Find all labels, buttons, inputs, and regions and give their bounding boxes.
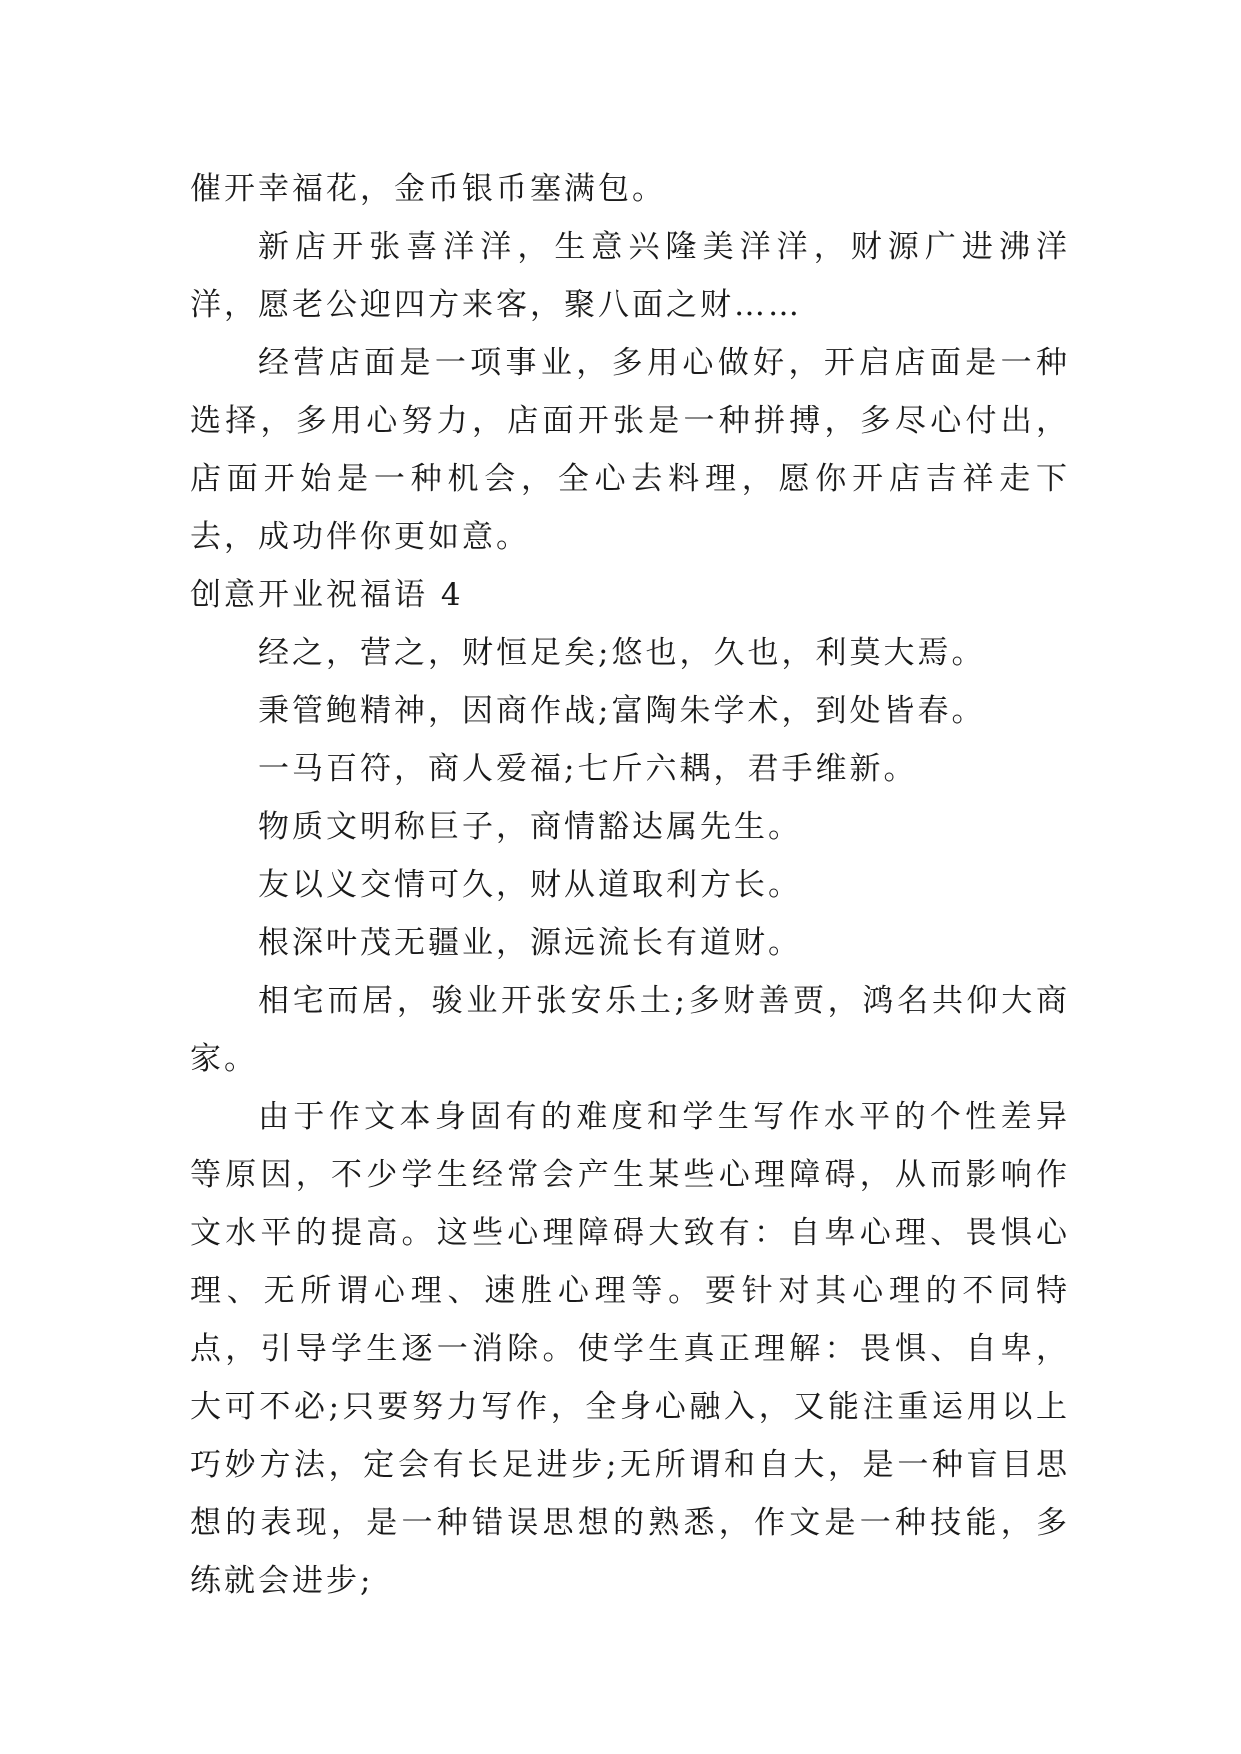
paragraph-store-business: 经营店面是一项事业，多用心做好，开启店面是一种选择，多用心努力，店面开张是一种拼搏，多尽心付出，店面开始是一种机会，全心去料理，愿你开店吉祥走下去，成功伴你更如意。 (190, 345, 1070, 555)
paragraph-new-store: 新店开张喜洋洋，生意兴隆美洋洋，财源广进沸洋洋，愿老公迎四方来客，聚八面之财…… (190, 229, 1070, 323)
couplet-line: 相宅而居，骏业开张安乐土;多财善贾，鸿名共仰大商家。 (190, 983, 1070, 1077)
paragraph-writing-psychology: 由于作文本身固有的难度和学生写作水平的个性差异等原因，不少学生经常会产生某些心理障碍，从而影响作文水平的提高。这些心理障碍大致有：自卑心理、畏惧心理、无所谓心理、速胜心理等。要针对其心理的不同特点，引导学生逐一消除。使学生真正理解：畏惧、自卑，大可不必;只要努力写作，全身心融入，又能注重运用以上巧妙方法，定会有长足进步;无所谓和自大，是一种盲目思想的表现，是一种错误思想的熟悉，作文是一种技能，多练就会进步; (190, 1099, 1070, 1599)
couplet-line: 友以义交情可久，财从道取利方长。 (258, 867, 802, 903)
document-body (190, 160, 1070, 1610)
couplet-line: 一马百符，商人爱福;七斤六耦，君手维新。 (258, 751, 918, 787)
couplet-line: 经之，营之，财恒足矣;悠也，久也，利莫大焉。 (258, 635, 986, 671)
couplet-line: 根深叶茂无疆业，源远流长有道财。 (258, 925, 802, 961)
paragraph-continuation: 催开幸福花，金币银币塞满包。 (190, 171, 666, 207)
couplet-line: 秉管鲍精神，因商作战;富陶朱学术，到处皆春。 (258, 693, 986, 729)
couplet-line: 物质文明称巨子，商情豁达属先生。 (258, 809, 802, 845)
section-heading: 创意开业祝福语 4 (190, 577, 464, 613)
